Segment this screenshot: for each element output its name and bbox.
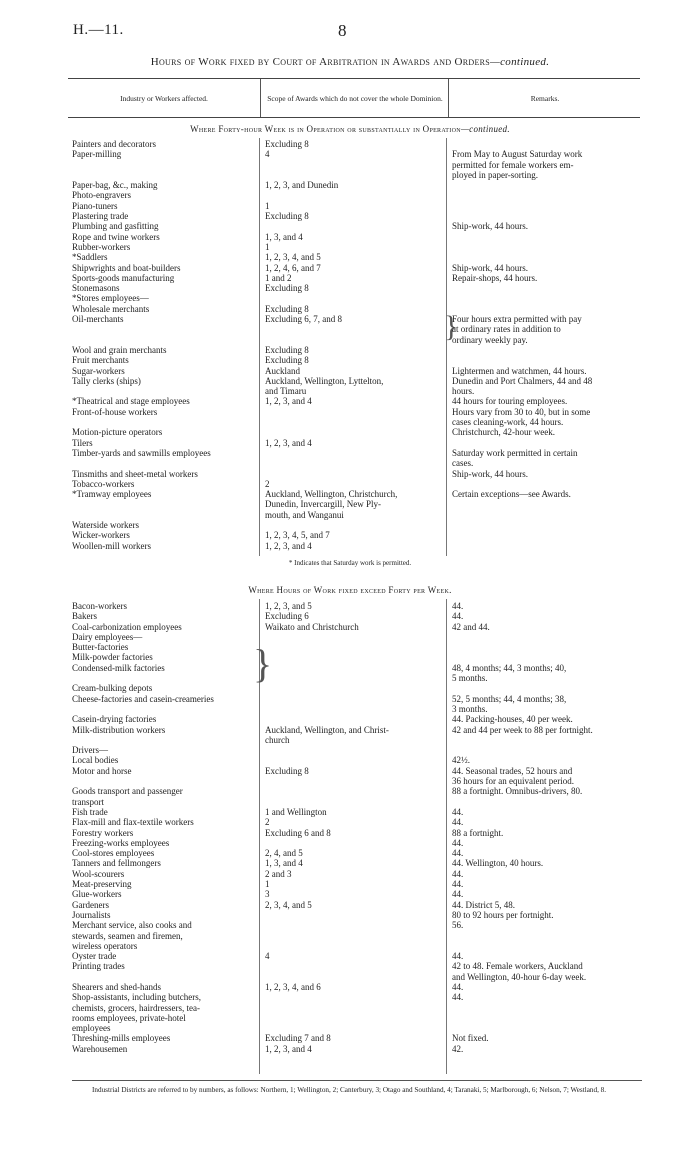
table-row <box>72 745 652 755</box>
scope-cell: Auckland <box>265 365 300 376</box>
scope-cell: 1, 2, 3, 4, 5, and 7 <box>265 530 330 541</box>
table-row <box>72 642 652 652</box>
industry-cell: Cheese-factories and casein-creameries <box>72 693 214 704</box>
remarks-cell: 44. Wellington, 40 hours. <box>452 858 544 869</box>
table-row <box>72 900 652 910</box>
section-heading-cont: —continued. <box>460 124 510 134</box>
industry-cell: Fish trade <box>72 806 108 817</box>
industry-cell: Local bodies <box>72 755 119 766</box>
scope-cell: 2, 4, and 5 <box>265 848 303 859</box>
table-row <box>72 345 652 355</box>
table-row <box>72 869 652 879</box>
table-row <box>72 376 652 397</box>
industry-cell: Goods transport and passenger transport <box>72 786 183 807</box>
remarks-cell: 44. <box>452 992 464 1003</box>
table-row <box>72 622 652 632</box>
scope-cell: Excluding 8 <box>265 283 309 294</box>
industry-cell: Milk-powder factories <box>72 652 153 663</box>
table-row <box>72 355 652 365</box>
industry-cell: Glue-workers <box>72 889 122 900</box>
remarks-cell: 44 hours for touring employees. <box>452 396 568 407</box>
scope-cell: Excluding 8 <box>265 355 309 366</box>
page-title <box>0 56 700 68</box>
table-row <box>72 951 652 961</box>
industry-cell: Coal-carbonization employees <box>72 621 182 632</box>
industry-cell: Printing trades <box>72 961 125 972</box>
brace-mark: } <box>253 641 273 686</box>
remarks-cell: 88 a fortnight. <box>452 827 504 838</box>
industry-cell: Wool and grain merchants <box>72 344 167 355</box>
scope-cell: 1, 3, and 4 <box>265 231 303 242</box>
remarks-cell: 44. <box>452 868 464 879</box>
remarks-cell: 44. <box>452 848 464 859</box>
footnote: * Indicates that Saturday work is permitted. <box>288 559 412 567</box>
industry-cell: Rope and twine workers <box>72 231 160 242</box>
page-title-cont: —continued. <box>490 56 550 68</box>
scope-cell: Excluding 6 <box>265 611 309 622</box>
industry-cell: Merchant service, also cooks and stewards, seamen and firemen, wireless operators <box>72 920 192 951</box>
industry-cell: Stonemasons <box>72 283 120 294</box>
table-row <box>72 982 652 992</box>
industry-cell: Meat-preserving <box>72 879 132 890</box>
table-row <box>72 1044 652 1054</box>
scope-cell: 2 and 3 <box>265 868 292 879</box>
scope-cell: Auckland, Wellington, and Christ- church <box>265 724 389 745</box>
scope-cell: Excluding 8 <box>265 139 309 149</box>
remarks-cell: From May to August Saturday work permitted for female workers em- ployed in paper-sorting. <box>452 149 583 180</box>
table-row <box>72 601 652 611</box>
scope-cell: 1, 2, 4, 6, and 7 <box>265 262 321 273</box>
table-row <box>72 848 652 858</box>
table-row <box>72 293 652 303</box>
industry-cell: Casein-drying factories <box>72 714 157 725</box>
industry-cell: Shipwrights and boat-builders <box>72 262 181 273</box>
remarks-cell: 48, 4 months; 44, 3 months; 40, 5 months. <box>452 662 567 684</box>
remarks-cell: Saturday work permitted in certain cases. <box>452 447 578 469</box>
scope-cell: 1, 2, 3, 4, and 5 <box>265 252 321 263</box>
industry-cell: Forestry workers <box>72 827 134 838</box>
industry-cell: *Theatrical and stage employees <box>72 396 190 407</box>
industry-cell: Motor and horse <box>72 765 132 776</box>
table-row <box>72 304 652 314</box>
scope-cell: Excluding 8 <box>265 303 309 314</box>
table-row <box>72 858 652 868</box>
scope-cell: 1 <box>265 241 270 252</box>
table-row <box>72 1033 652 1043</box>
table-row <box>72 438 652 448</box>
remarks-cell: Repair-shops, 44 hours. <box>452 272 538 283</box>
page-code: H.—11. <box>73 22 124 38</box>
table-row <box>72 828 652 838</box>
industry-cell: Cream-bulking depots <box>72 683 153 694</box>
industry-cell: Front-of-house workers <box>72 406 158 417</box>
remarks-cell: 44. <box>452 817 464 828</box>
scope-cell: Excluding 6 and 8 <box>265 827 331 838</box>
industry-cell: Wholesale merchants <box>72 303 150 314</box>
remarks-cell: 44. Packing-houses, 40 per week. <box>452 714 573 725</box>
industry-cell: Paper-bag, &c., making <box>72 180 158 191</box>
scope-cell: 1, 2, 3, and Dunedin <box>265 180 339 191</box>
column-header-scope: Scope of Awards which do not cover the whole Dominion. <box>260 79 449 117</box>
table-row <box>72 489 652 520</box>
industry-cell: Threshing-mills employees <box>72 1033 171 1044</box>
remarks-cell: 44. <box>452 981 464 992</box>
remarks-cell: 44. Seasonal trades, 52 hours and 36 hours for an equivalent period. <box>452 765 574 787</box>
scope-cell: 4 <box>265 149 270 160</box>
table-row <box>72 273 652 283</box>
remarks-cell: 44. <box>452 889 464 900</box>
scope-cell: 1 and Wellington <box>265 806 327 817</box>
industry-cell: Tinsmiths and sheet-metal workers <box>72 468 198 479</box>
industry-cell: Bacon-workers <box>72 601 127 611</box>
industry-cell: *Saddlers <box>72 252 108 263</box>
remarks-cell: 44. District 5, 48. <box>452 899 515 910</box>
table-row <box>72 252 652 262</box>
districts-note: Industrial Districts are referred to by numbers, as follows: Northern, 1; Wellington, 2; Canterbury, 3; Otago and Southland, 4; Taranaki, 5; Marlborough, 6; Nelson, 7; Westland, 8. <box>92 1086 607 1094</box>
column-header-industry: Industry or Workers affected. <box>120 93 208 103</box>
industry-cell: Warehousemen <box>72 1043 128 1054</box>
page-title-main: Hours of Work fixed by Court of Arbitration in Awards and Orders <box>150 56 491 68</box>
scope-cell: Excluding 8 <box>265 344 309 355</box>
table-row <box>72 520 652 530</box>
industry-cell: Shop-assistants, including butchers, chemists, grocers, hairdressers, tea- rooms employees, private-hotel employees <box>72 992 201 1034</box>
scope-cell: 3 <box>265 889 270 900</box>
industry-cell: Painters and decorators <box>72 139 156 149</box>
remarks-cell: Ship-work, 44 hours. <box>452 468 528 479</box>
remarks-cell: 42. <box>452 1043 464 1054</box>
section-heading-text: Where Forty-hour Week is in Operation or substantially in Operation <box>190 124 461 134</box>
table-row <box>72 541 652 551</box>
remarks-cell: Certain exceptions—see Awards. <box>452 489 571 500</box>
remarks-cell: 88 a fortnight. Omnibus-drivers, 80. <box>452 786 583 797</box>
remarks-cell: 42½. <box>452 755 470 766</box>
remarks-cell: Dunedin and Port Chalmers, 44 and 48 hours. <box>452 375 593 397</box>
scope-cell: Excluding 7 and 8 <box>265 1033 331 1044</box>
table-row <box>72 427 652 437</box>
scope-cell: Excluding 8 <box>265 211 309 222</box>
industry-cell: Plumbing and gasfitting <box>72 221 159 232</box>
table-row <box>72 786 652 807</box>
industry-cell: Sports-goods manufacturing <box>72 272 175 283</box>
table-row <box>72 920 652 951</box>
industry-cell: Tilers <box>72 437 93 448</box>
remarks-cell: Christchurch, 42-hour week. <box>452 427 555 438</box>
table-row <box>72 407 652 428</box>
remarks-cell: Hours vary from 30 to 40, but in some cases cleaning-work, 44 hours. <box>452 406 591 428</box>
scope-cell: 1, 3, and 4 <box>265 858 303 869</box>
page-number: 8 <box>338 21 347 40</box>
table-row <box>72 838 652 848</box>
scope-cell: 1 <box>265 200 270 211</box>
remarks-cell: 44. <box>452 806 464 817</box>
table-row <box>72 632 652 642</box>
table-row <box>72 817 652 827</box>
industry-cell: *Stores employees— <box>72 293 149 304</box>
remarks-cell: 44. <box>452 611 464 622</box>
industry-cell: Paper-milling <box>72 149 122 160</box>
industry-cell: Drivers— <box>72 745 108 756</box>
table-row <box>72 242 652 252</box>
table-row <box>72 879 652 889</box>
industry-cell: Dairy employees— <box>72 631 143 642</box>
table-row <box>72 961 652 982</box>
remarks-cell: 44. <box>452 879 464 890</box>
table-row <box>72 139 652 149</box>
scope-cell: 1, 2, 3, 4, and 6 <box>265 981 321 992</box>
scope-cell: 4 <box>265 951 270 962</box>
table-row <box>72 889 652 899</box>
remarks-cell: Ship-work, 44 hours. <box>452 221 528 232</box>
column-headers <box>68 78 640 118</box>
table-row <box>72 232 652 242</box>
column-header-remarks: Remarks. <box>448 79 641 117</box>
table-row <box>72 611 652 621</box>
industry-cell: Wicker-workers <box>72 530 130 541</box>
scope-cell: 2 <box>265 478 270 489</box>
table-row <box>72 448 652 469</box>
scope-cell: 1 and 2 <box>265 272 292 283</box>
remarks-cell: 44. <box>452 837 464 848</box>
scope-cell: 1, 2, 3, and 4 <box>265 437 312 448</box>
scope-cell: 1, 2, 3, and 4 <box>265 396 312 407</box>
industry-cell: Cool-stores employees <box>72 848 155 859</box>
brace-mark: } <box>444 310 459 343</box>
table-row <box>72 694 652 715</box>
table-row <box>72 149 652 180</box>
industry-cell: Flax-mill and flax-textile workers <box>72 817 194 828</box>
table-row <box>72 479 652 489</box>
remarks-cell: 44. <box>452 951 464 962</box>
industry-cell: Tobacco-workers <box>72 478 135 489</box>
table-row <box>72 201 652 211</box>
table-row <box>72 910 652 920</box>
industry-cell: Journalists <box>72 909 111 920</box>
industry-cell: Condensed-milk factories <box>72 662 165 673</box>
scope-cell: 1, 2, 3, and 4 <box>265 540 312 551</box>
scope-cell: 2, 3, 4, and 5 <box>265 899 312 910</box>
industry-cell: Milk-distribution workers <box>72 724 166 735</box>
industry-cell: Sugar-workers <box>72 365 125 376</box>
table-row <box>72 530 652 540</box>
scope-cell: Auckland, Wellington, Christchurch, Dunedin, Invercargill, New Ply- mouth, and Wanganui <box>265 489 398 520</box>
industry-cell: Freezing-works employees <box>72 837 170 848</box>
remarks-cell: Four hours extra permitted with pay at ordinary rates in addition to ordinary weekly pay. <box>452 314 582 345</box>
table-row <box>72 807 652 817</box>
table-row <box>72 755 652 765</box>
remarks-cell: 42 to 48. Female workers, Auckland and Wellington, 40-hour 6-day week. <box>452 961 587 982</box>
table-row <box>72 725 652 746</box>
table-row <box>72 263 652 273</box>
table-row <box>72 190 652 200</box>
industry-cell: Shearers and shed-hands <box>72 981 161 992</box>
table-row <box>72 366 652 376</box>
remarks-cell: 42 and 44. <box>452 621 490 632</box>
industry-cell: Woollen-mill workers <box>72 540 152 551</box>
industry-cell: Motion-picture operators <box>72 427 163 438</box>
table-row <box>72 221 652 231</box>
industry-cell: Tally clerks (ships) <box>72 375 141 386</box>
industry-cell: Wool-scourers <box>72 868 125 879</box>
table-row <box>72 683 652 693</box>
industry-cell: Waterside workers <box>72 519 139 530</box>
industry-cell: Tanners and fellmongers <box>72 858 161 869</box>
industry-cell: Piano-tuners <box>72 200 118 211</box>
section-heading-forty-hour <box>0 124 700 134</box>
remarks-cell: 42 and 44 per week to 88 per fortnight. <box>452 724 593 735</box>
remarks-cell: 56. <box>452 920 464 931</box>
table-row <box>72 283 652 293</box>
remarks-cell: Not fixed. <box>452 1033 489 1044</box>
scope-cell: Auckland, Wellington, Lyttelton, and Timaru <box>265 375 384 397</box>
remarks-cell: 52, 5 months; 44, 4 months; 38, 3 months. <box>452 693 567 714</box>
industry-cell: *Tramway employees <box>72 489 152 500</box>
table-row <box>72 211 652 221</box>
industry-cell: Butter-factories <box>72 642 129 653</box>
forty-hour-table <box>72 139 652 551</box>
scope-cell: Excluding 6, 7, and 8 <box>265 314 342 325</box>
scope-cell: Excluding 8 <box>265 765 309 776</box>
table-row <box>72 766 652 787</box>
remarks-cell: Lightermen and watchmen, 44 hours. <box>452 365 587 376</box>
industry-cell: Rubber-workers <box>72 241 131 252</box>
industry-cell: Bakers <box>72 611 97 622</box>
scope-cell: 1, 2, 3, and 4 <box>265 1043 312 1054</box>
scope-cell: 1 <box>265 879 270 890</box>
industry-cell: Oyster trade <box>72 951 117 962</box>
scope-cell: 1, 2, 3, and 5 <box>265 601 312 611</box>
table-row <box>72 310 652 345</box>
table-row <box>72 652 652 662</box>
industry-cell: Fruit merchants <box>72 355 129 366</box>
industry-cell: Oil-merchants <box>72 314 124 325</box>
scope-cell: Waikato and Christchurch <box>265 621 359 632</box>
remarks-cell: 44. <box>452 601 464 611</box>
table-row <box>72 469 652 479</box>
over-forty-table <box>72 601 652 1054</box>
industry-cell: Gardeners <box>72 899 109 910</box>
bottom-rule <box>72 1080 642 1081</box>
industry-cell: Timber-yards and sawmills employees <box>72 447 211 458</box>
table-row <box>72 180 652 190</box>
industry-cell: Plastering trade <box>72 211 129 222</box>
table-row <box>72 663 652 684</box>
remarks-cell: Ship-work, 44 hours. <box>452 262 528 273</box>
table-row <box>72 992 652 1033</box>
table-row <box>72 396 652 406</box>
scope-cell: 2 <box>265 817 270 828</box>
remarks-cell: 80 to 92 hours per fortnight. <box>452 909 554 920</box>
industry-cell: Photo-engravers <box>72 190 131 201</box>
section-heading-over-forty: Where Hours of Work fixed exceed Forty per Week. <box>248 585 452 595</box>
table-row <box>72 714 652 724</box>
